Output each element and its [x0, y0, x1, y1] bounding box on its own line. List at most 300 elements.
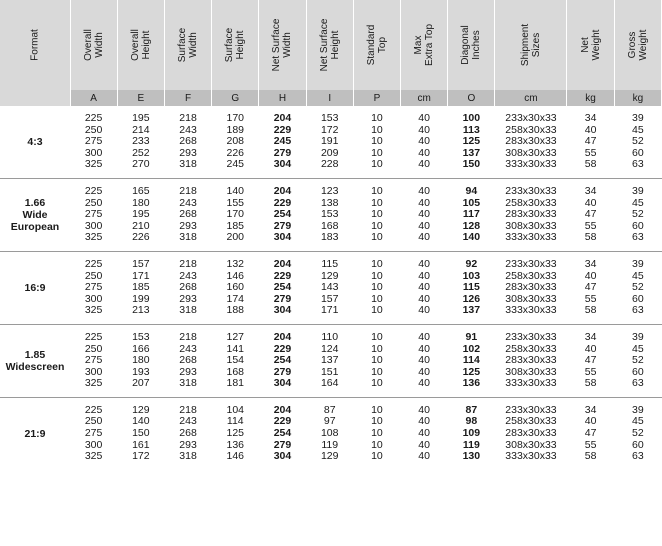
- table-cell: 55: [584, 146, 597, 159]
- table-cell: 10: [371, 403, 383, 416]
- column-header: [259, 0, 306, 90]
- table-cell: 333x30x33: [505, 304, 557, 317]
- table-cell: 153: [132, 330, 150, 343]
- table-cell: 10: [371, 231, 383, 244]
- table-cell: 300: [84, 292, 103, 305]
- table-cell: 10: [371, 377, 383, 390]
- table-cell: 40: [584, 123, 597, 136]
- table-cell: 325: [84, 377, 103, 390]
- table-cell: 87: [465, 403, 478, 416]
- table-cell: 141: [226, 342, 245, 355]
- table-cell: 268: [179, 135, 197, 148]
- table-cell: 113: [462, 123, 480, 136]
- table-row: [0, 259, 662, 271]
- table-row: [0, 451, 662, 463]
- table-cell: 40: [418, 146, 430, 159]
- table-cell: 214: [132, 123, 150, 136]
- table-cell: 115: [462, 281, 480, 294]
- column-header-label: Overall: [129, 29, 141, 61]
- table-cell: 225: [84, 257, 103, 270]
- table-cell: 34: [584, 403, 597, 416]
- table-cell: 172: [132, 450, 150, 463]
- format-label-line: 1.85: [24, 348, 46, 361]
- table-cell: 55: [584, 438, 597, 451]
- table-cell: 40: [418, 354, 430, 367]
- table-cell: 183: [320, 231, 339, 244]
- table-cell: 229: [273, 342, 292, 355]
- table-cell: 308x30x33: [505, 146, 557, 159]
- table-cell: 60: [632, 365, 644, 378]
- table-cell: 300: [84, 365, 103, 378]
- table-cell: 58: [584, 231, 597, 244]
- table-cell: 151: [320, 365, 339, 378]
- table-cell: 10: [371, 292, 383, 305]
- table-cell: 40: [418, 158, 430, 171]
- table-cell: 10: [371, 281, 383, 294]
- table-cell: 10: [371, 219, 383, 232]
- table-row: [0, 282, 662, 294]
- table-cell: 10: [371, 438, 383, 451]
- table-cell: 254: [273, 354, 292, 367]
- table-cell: 10: [371, 304, 383, 317]
- table-cell: 92: [465, 257, 478, 270]
- table-cell: 218: [179, 330, 197, 343]
- table-cell: 47: [584, 354, 597, 367]
- table-cell: 318: [179, 450, 197, 463]
- table-cell: 304: [273, 304, 292, 317]
- table-cell: 40: [418, 219, 430, 232]
- table-cell: 333x30x33: [505, 450, 557, 463]
- table-cell: 117: [462, 208, 480, 221]
- table-cell: 132: [226, 257, 245, 270]
- column-header: [614, 0, 661, 90]
- table-cell: 40: [418, 377, 430, 390]
- table-cell: 318: [179, 377, 197, 390]
- table-cell: 136: [462, 377, 481, 390]
- table-cell: 40: [418, 269, 430, 282]
- table-cell: 304: [273, 377, 292, 390]
- table-cell: 283x30x33: [505, 208, 557, 221]
- table-cell: 283x30x33: [505, 354, 557, 367]
- table-cell: 126: [462, 292, 481, 305]
- table-cell: 300: [84, 146, 103, 159]
- table-cell: 250: [84, 123, 103, 136]
- table-cell: 300: [84, 219, 103, 232]
- table-cell: 45: [632, 123, 644, 136]
- table-cell: 40: [418, 208, 430, 221]
- table-cell: 181: [226, 377, 245, 390]
- column-header-label: Overall: [82, 29, 94, 61]
- table-cell: 55: [584, 219, 597, 232]
- table-cell: 47: [584, 427, 597, 440]
- column-unit: cm: [401, 90, 448, 106]
- table-cell: 63: [632, 377, 644, 390]
- table-cell: 171: [320, 304, 339, 317]
- table-cell: 34: [584, 257, 597, 270]
- table-cell: 52: [632, 354, 644, 367]
- table-cell: 52: [632, 281, 644, 294]
- table-cell: 229: [273, 196, 292, 209]
- table-cell: 293: [179, 292, 197, 305]
- table-cell: 63: [632, 304, 644, 317]
- table-cell: 268: [179, 427, 197, 440]
- table-cell: 58: [584, 450, 597, 463]
- table-cell: 293: [179, 438, 197, 451]
- table-cell: 47: [584, 208, 597, 221]
- table-cell: 140: [132, 415, 150, 428]
- table-cell: 199: [132, 292, 150, 305]
- table-cell: 60: [632, 219, 644, 232]
- table-cell: 279: [273, 292, 292, 305]
- table-cell: 60: [632, 292, 644, 305]
- table-cell: 97: [323, 415, 336, 428]
- table-cell: 293: [179, 219, 197, 232]
- table-cell: 268: [179, 281, 197, 294]
- table-cell: 304: [273, 158, 292, 171]
- table-cell: 218: [179, 112, 197, 124]
- table-cell: 160: [226, 281, 245, 294]
- table-cell: 52: [632, 208, 644, 221]
- table-cell: 40: [418, 196, 430, 209]
- table-cell: 229: [273, 269, 292, 282]
- table-cell: 10: [371, 365, 383, 378]
- table-cell: 254: [273, 427, 292, 440]
- table-row: [0, 159, 662, 171]
- table-cell: 195: [132, 112, 150, 124]
- table-cell: 119: [321, 438, 339, 451]
- column-unit: F: [164, 90, 211, 106]
- table-cell: 34: [584, 184, 597, 197]
- table-cell: 10: [371, 123, 383, 136]
- format-label: [0, 259, 70, 317]
- column-header-label: Diagonal: [460, 25, 472, 65]
- table-cell: 63: [632, 231, 644, 244]
- table-cell: 58: [584, 377, 597, 390]
- table-cell: 34: [584, 112, 597, 124]
- table-cell: 146: [226, 450, 245, 463]
- column-header-label: Top: [376, 36, 388, 54]
- table-cell: 40: [418, 281, 430, 294]
- column-header-label: Surface: [224, 27, 236, 63]
- format-label-line: Wide: [22, 208, 48, 221]
- table-cell: 275: [84, 354, 103, 367]
- table-cell: 252: [132, 146, 150, 159]
- table-cell: 129: [320, 450, 339, 463]
- table-cell: 275: [84, 281, 103, 294]
- column-header-label: Sizes: [530, 32, 542, 58]
- table-cell: 136: [226, 438, 245, 451]
- table-cell: 279: [273, 146, 292, 159]
- column-header-label: Max: [413, 35, 425, 55]
- column-header-label: Width: [188, 32, 200, 58]
- column-unit: O: [448, 90, 495, 106]
- column-header: [448, 0, 495, 90]
- table-body: [0, 106, 662, 470]
- table-cell: 140: [462, 231, 481, 244]
- table-cell: 283x30x33: [505, 135, 557, 148]
- table-cell: 268: [179, 354, 197, 367]
- header-row: [0, 0, 662, 90]
- table-cell: 233x30x33: [505, 330, 557, 343]
- table-cell: 60: [632, 146, 644, 159]
- table-cell: 254: [273, 281, 292, 294]
- table-cell: 40: [418, 450, 430, 463]
- column-header-label: Height: [140, 30, 152, 60]
- table-cell: 243: [179, 415, 197, 428]
- table-cell: 293: [179, 146, 197, 159]
- column-unit: E: [117, 90, 164, 106]
- table-row: [0, 232, 662, 244]
- table-cell: 258x30x33: [505, 123, 557, 136]
- table-row: [0, 355, 662, 367]
- table-cell: 125: [226, 427, 245, 440]
- table-cell: 45: [632, 415, 644, 428]
- table-cell: 130: [462, 450, 481, 463]
- table-cell: 318: [179, 158, 197, 171]
- table-cell: 137: [462, 304, 481, 317]
- format-label-line: 21:9: [24, 427, 46, 440]
- table-cell: 52: [632, 427, 644, 440]
- table-cell: 275: [84, 208, 103, 221]
- table-cell: 170: [226, 112, 245, 124]
- table-cell: 245: [273, 135, 292, 148]
- table-cell: 207: [132, 377, 150, 390]
- table-cell: 63: [632, 450, 644, 463]
- table-cell: 225: [84, 112, 103, 124]
- table-cell: 318: [179, 231, 197, 244]
- table-cell: 229: [273, 123, 292, 136]
- table-cell: 233x30x33: [505, 257, 557, 270]
- table-cell: 157: [132, 257, 150, 270]
- table-cell: 10: [371, 135, 383, 148]
- table-row: [0, 428, 662, 440]
- column-header-label: Weight: [637, 29, 649, 61]
- table-cell: 210: [132, 219, 150, 232]
- table-cell: 258x30x33: [505, 269, 557, 282]
- table-cell: 128: [462, 219, 481, 232]
- table-cell: 123: [320, 184, 339, 197]
- table-cell: 10: [371, 112, 383, 124]
- table-cell: 40: [418, 112, 430, 124]
- table-cell: 243: [179, 123, 197, 136]
- column-unit: A: [70, 90, 117, 106]
- column-header: [306, 0, 353, 90]
- column-header-label: Surface: [177, 27, 189, 63]
- table-row: [0, 113, 662, 125]
- table-cell: 333x30x33: [505, 158, 557, 171]
- table-cell: 188: [226, 304, 245, 317]
- table-cell: 150: [132, 427, 150, 440]
- table-cell: 233x30x33: [505, 184, 557, 197]
- table-cell: 10: [371, 146, 383, 159]
- table-cell: 193: [132, 365, 150, 378]
- table-cell: 91: [465, 330, 478, 343]
- format-label: [0, 332, 70, 390]
- table-cell: 180: [132, 354, 150, 367]
- table-cell: 258x30x33: [505, 196, 557, 209]
- table-cell: 114: [226, 415, 244, 428]
- table-cell: 103: [462, 269, 481, 282]
- column-header-label: Shipment: [519, 23, 531, 67]
- table-cell: 10: [371, 354, 383, 367]
- table-cell: 40: [584, 196, 597, 209]
- table-cell: 60: [632, 438, 644, 451]
- table-cell: 40: [418, 403, 430, 416]
- column-header: [0, 0, 70, 90]
- table-cell: 40: [418, 257, 430, 270]
- table-cell: 325: [84, 231, 103, 244]
- table-cell: 200: [226, 231, 245, 244]
- table-cell: 268: [179, 208, 197, 221]
- column-header-label: Height: [235, 30, 247, 60]
- table-cell: 279: [273, 365, 292, 378]
- table-cell: 218: [179, 403, 197, 416]
- table-cell: 209: [320, 146, 339, 159]
- column-unit: G: [212, 90, 259, 106]
- table-cell: 154: [226, 354, 245, 367]
- table-cell: 229: [273, 415, 292, 428]
- table-cell: 185: [226, 219, 245, 232]
- table-cell: 228: [320, 158, 339, 171]
- table-cell: 225: [84, 403, 103, 416]
- table-cell: 34: [584, 330, 597, 343]
- table-cell: 275: [84, 135, 103, 148]
- table-cell: 258x30x33: [505, 415, 557, 428]
- column-header-label: Width: [282, 32, 294, 58]
- table-cell: 10: [371, 342, 383, 355]
- table-cell: 10: [371, 427, 383, 440]
- table-cell: 140: [226, 184, 245, 197]
- table-cell: 168: [320, 219, 339, 232]
- table-cell: 325: [84, 158, 103, 171]
- table-cell: 300: [84, 438, 103, 451]
- table-cell: 143: [320, 281, 339, 294]
- table-cell: 250: [84, 269, 103, 282]
- column-unit: I: [306, 90, 353, 106]
- table-cell: 55: [584, 365, 597, 378]
- format-label-line: Widescreen: [5, 360, 65, 373]
- table-cell: 110: [321, 330, 339, 343]
- table-cell: 275: [84, 427, 103, 440]
- table-cell: 45: [632, 342, 644, 355]
- format-label-line: European: [10, 220, 60, 233]
- table-cell: 40: [584, 342, 597, 355]
- table-cell: 325: [84, 304, 103, 317]
- table-cell: 225: [84, 184, 103, 197]
- table-cell: 204: [273, 184, 292, 197]
- table-cell: 40: [418, 292, 430, 305]
- table-cell: 40: [584, 415, 597, 428]
- column-header-label: Width: [93, 32, 105, 58]
- table-cell: 45: [632, 196, 644, 209]
- table-row: [0, 378, 662, 390]
- table-cell: 39: [632, 257, 644, 270]
- table-cell: 308x30x33: [505, 219, 557, 232]
- table-cell: 293: [179, 365, 197, 378]
- table-cell: 105: [462, 196, 481, 209]
- table-cell: 333x30x33: [505, 231, 557, 244]
- column-header-label: Standard: [365, 24, 377, 66]
- table-cell: 250: [84, 342, 103, 355]
- table-cell: 204: [273, 403, 292, 416]
- table-cell: 164: [320, 377, 339, 390]
- table-cell: 129: [132, 403, 150, 416]
- table-cell: 40: [418, 365, 430, 378]
- table-cell: 87: [323, 403, 336, 416]
- table-cell: 40: [418, 304, 430, 317]
- table-cell: 58: [584, 304, 597, 317]
- table-cell: 40: [418, 438, 430, 451]
- table-cell: 279: [273, 438, 292, 451]
- table-cell: 165: [132, 184, 150, 197]
- column-header-label: Net Surface: [271, 18, 283, 72]
- table-row: [0, 332, 662, 344]
- column-unit: H: [259, 90, 306, 106]
- column-header: [70, 0, 117, 90]
- table-cell: 225: [84, 330, 103, 343]
- column-header: [495, 0, 567, 90]
- table-cell: 10: [371, 184, 383, 197]
- table-cell: 233x30x33: [505, 403, 557, 416]
- format-label-line: 1.66: [24, 196, 46, 209]
- table-cell: 40: [418, 135, 430, 148]
- table-cell: 308x30x33: [505, 438, 557, 451]
- table-cell: 250: [84, 415, 103, 428]
- table-row: [0, 305, 662, 317]
- table-cell: 125: [462, 365, 481, 378]
- table-cell: 233x30x33: [505, 112, 557, 124]
- table-cell: 137: [320, 354, 339, 367]
- table-cell: 166: [132, 342, 150, 355]
- table-cell: 333x30x33: [505, 377, 557, 390]
- table-cell: 10: [371, 269, 383, 282]
- table-cell: 119: [462, 438, 480, 451]
- table-cell: 226: [226, 146, 245, 159]
- table-cell: 40: [584, 269, 597, 282]
- table-row: [0, 209, 662, 221]
- format-label-line: 16:9: [24, 281, 46, 294]
- column-header: [353, 0, 400, 90]
- column-header-label: Format: [29, 29, 41, 61]
- column-unit: kg: [614, 90, 661, 106]
- table-cell: 138: [320, 196, 339, 209]
- table-cell: 325: [84, 450, 103, 463]
- table-cell: 318: [179, 304, 197, 317]
- table-cell: 226: [132, 231, 150, 244]
- table-cell: 304: [273, 450, 292, 463]
- table-cell: 10: [371, 208, 383, 221]
- column-header: [401, 0, 448, 90]
- table-cell: 172: [320, 123, 339, 136]
- table-cell: 109: [462, 427, 481, 440]
- column-header-label: Weight: [590, 29, 602, 61]
- table-cell: 58: [584, 158, 597, 171]
- table-cell: 171: [132, 269, 150, 282]
- table-cell: 155: [226, 196, 245, 209]
- table-cell: 114: [462, 354, 480, 367]
- column-header: [164, 0, 211, 90]
- table-cell: 10: [371, 158, 383, 171]
- table-cell: 245: [226, 158, 245, 171]
- table-cell: 157: [320, 292, 339, 305]
- table-cell: 52: [632, 135, 644, 148]
- format-label: [0, 405, 70, 463]
- table-cell: 124: [320, 342, 339, 355]
- table-cell: 104: [226, 403, 245, 416]
- column-header-label: Height: [329, 30, 341, 60]
- table-cell: 10: [371, 450, 383, 463]
- table-cell: 189: [226, 123, 245, 136]
